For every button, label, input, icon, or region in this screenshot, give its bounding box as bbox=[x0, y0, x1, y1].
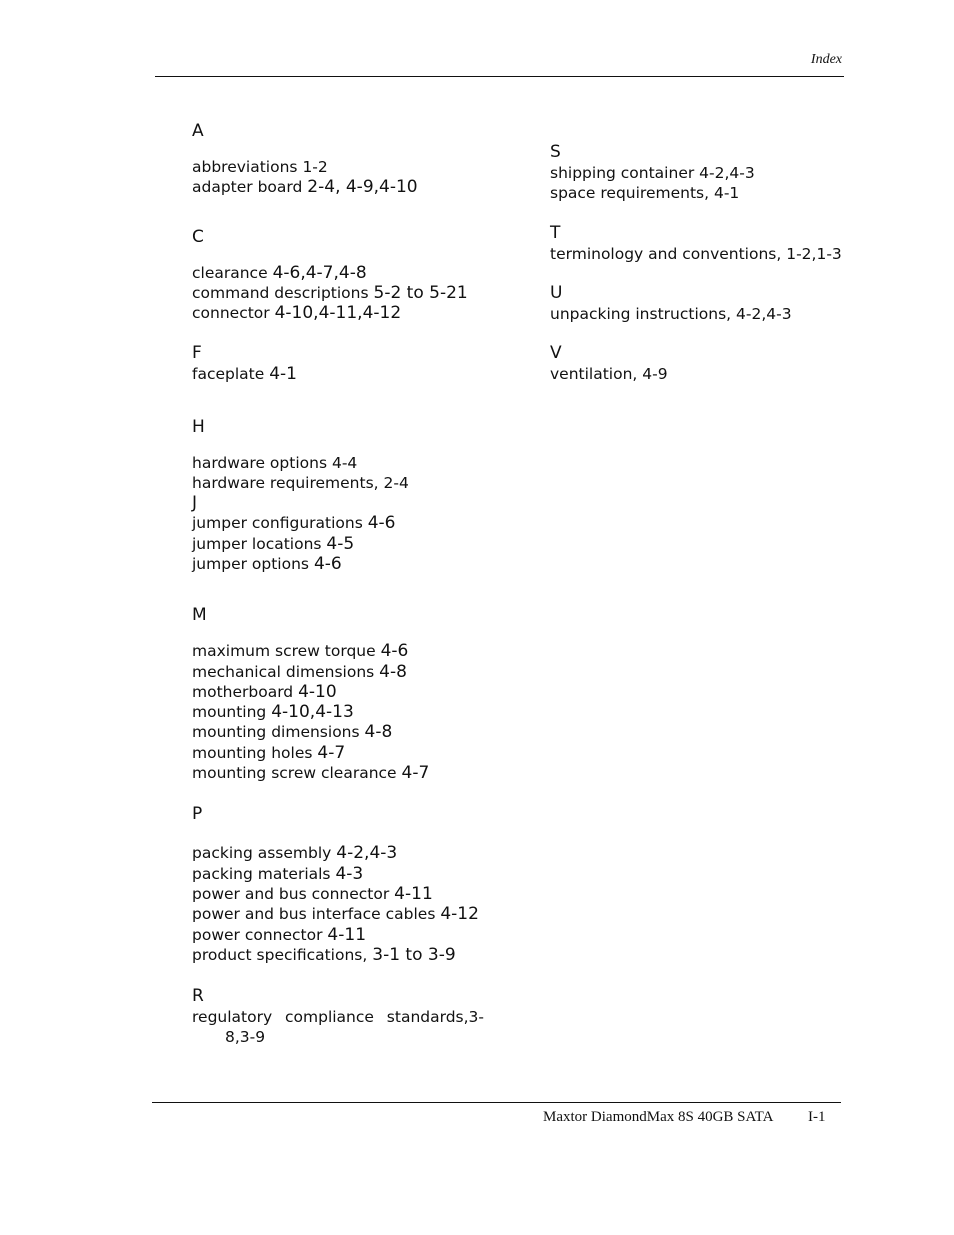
index-pages: 4-11 bbox=[327, 924, 367, 945]
index-column-left bbox=[192, 120, 484, 1048]
index-term: maximum screw torque bbox=[192, 642, 376, 661]
section-letter-r: R bbox=[192, 986, 204, 1007]
index-term: clearance bbox=[192, 263, 268, 282]
index-entry bbox=[192, 884, 484, 904]
index-entry bbox=[192, 904, 484, 924]
index-entry bbox=[192, 641, 484, 661]
section-letter-h: H bbox=[192, 416, 205, 437]
index-entry bbox=[192, 743, 484, 763]
index-pages: 4-12 bbox=[440, 904, 479, 925]
index-column-right bbox=[550, 141, 842, 384]
running-header: Index bbox=[810, 52, 842, 67]
index-pages: 4-11 bbox=[394, 883, 433, 904]
index-pages: 2-4 bbox=[383, 474, 409, 493]
index-entry bbox=[192, 843, 484, 863]
index-term: power and bus connector bbox=[192, 884, 390, 903]
index-pages: 5-2 to 5-21 bbox=[373, 282, 468, 303]
index-term: faceplate bbox=[192, 365, 265, 384]
index-entry: regulatory compliance standards,3-8,3-9 bbox=[192, 1008, 484, 1047]
index-pages: 4-1 bbox=[269, 364, 297, 385]
index-entry: space requirements, 4-1 bbox=[550, 184, 740, 203]
index-entry bbox=[192, 453, 484, 473]
index-entry bbox=[192, 682, 484, 702]
index-entry bbox=[192, 303, 484, 323]
index-pages: 4-3 bbox=[335, 863, 364, 884]
index-term: connector bbox=[192, 304, 270, 323]
index-entry: shipping container 4-2,4-3 bbox=[550, 164, 755, 182]
header-rule bbox=[155, 76, 844, 77]
index-term: power connector bbox=[192, 925, 323, 944]
index-entry: terminology and conventions, 1-2,1-3 bbox=[550, 244, 842, 263]
index-term: hardware requirements, bbox=[192, 474, 379, 493]
section-letter-c: C bbox=[192, 226, 204, 247]
index-pages: 4-7 bbox=[317, 742, 346, 763]
index-entry: ventilation, 4-9 bbox=[550, 365, 668, 384]
section-letter-f: F bbox=[192, 343, 202, 364]
index-entry bbox=[192, 513, 484, 533]
section-letter-t: T bbox=[550, 222, 561, 243]
section-letter-v: V bbox=[550, 343, 562, 364]
index-pages: 4-2,4-3 bbox=[336, 843, 398, 864]
index-entry bbox=[192, 263, 484, 283]
index-pages: 4-10 bbox=[298, 681, 337, 702]
index-entry bbox=[192, 283, 484, 303]
index-entry bbox=[192, 177, 484, 197]
index-pages: 4-6 bbox=[380, 641, 409, 662]
index-entry bbox=[192, 157, 484, 177]
section-letter-s: S bbox=[550, 142, 561, 162]
index-term: mounting holes bbox=[192, 743, 313, 762]
index-term: product specifications, bbox=[192, 945, 368, 964]
index-term: motherboard bbox=[192, 682, 294, 701]
index-pages: 4-6 bbox=[313, 553, 342, 574]
index-pages: 4-7 bbox=[401, 763, 430, 784]
index-term: hardware options bbox=[192, 453, 328, 472]
footer-document-title: Maxtor DiamondMax 8S 40GB SATA bbox=[543, 1109, 774, 1125]
footer-rule bbox=[152, 1102, 841, 1103]
section-letter-a: A bbox=[192, 121, 204, 141]
index-pages: 4-4 bbox=[331, 453, 358, 472]
index-entry bbox=[192, 722, 484, 742]
index-entry bbox=[192, 945, 484, 965]
index-pages: 4-10,4-11,4-12 bbox=[274, 303, 402, 324]
index-term: mounting bbox=[192, 703, 267, 722]
index-term: mounting screw clearance bbox=[192, 764, 397, 783]
index-term: packing assembly bbox=[192, 844, 332, 863]
index-entry bbox=[192, 662, 484, 682]
index-pages: 1-2 bbox=[302, 158, 328, 176]
index-term: power and bus interface cables bbox=[192, 905, 436, 924]
index-pages: 4-6,4-7,4-8 bbox=[272, 262, 367, 283]
index-term: mechanical dimensions bbox=[192, 662, 375, 681]
index-entry bbox=[192, 763, 484, 783]
index-pages: 2-4, 4-9,4-10 bbox=[307, 177, 418, 198]
index-term: abbreviations bbox=[192, 158, 298, 176]
index-entry bbox=[192, 364, 484, 384]
index-entry: unpacking instructions, 4-2,4-3 bbox=[550, 304, 792, 323]
index-term: jumper options bbox=[192, 554, 309, 573]
index-term: mounting dimensions bbox=[192, 723, 360, 742]
index-pages: 4-10,4-13 bbox=[271, 702, 354, 723]
index-entry bbox=[192, 864, 484, 884]
index-entry bbox=[192, 473, 484, 493]
index-term: packing materials bbox=[192, 864, 331, 883]
index-term: command descriptions bbox=[192, 283, 369, 302]
section-letter-m: M bbox=[192, 605, 207, 626]
index-entry bbox=[192, 534, 484, 554]
index-pages: 4-8 bbox=[379, 661, 407, 682]
index-pages: 3-1 to 3-9 bbox=[372, 944, 456, 965]
section-letter-u: U bbox=[550, 282, 563, 303]
index-term: jumper configurations bbox=[192, 514, 363, 533]
section-letter-p: P bbox=[192, 804, 203, 825]
page-number: I-1 bbox=[808, 1109, 826, 1125]
index-term: adapter board bbox=[192, 178, 303, 197]
index-pages: 4-6 bbox=[367, 513, 396, 534]
index-term: jumper locations bbox=[192, 534, 322, 553]
section-letter-j: J bbox=[192, 493, 198, 514]
index-pages: 4-8 bbox=[364, 722, 393, 743]
index-entry bbox=[192, 925, 484, 945]
index-pages: 4-5 bbox=[326, 533, 355, 554]
index-entry bbox=[192, 702, 484, 722]
index-entry bbox=[192, 554, 484, 574]
